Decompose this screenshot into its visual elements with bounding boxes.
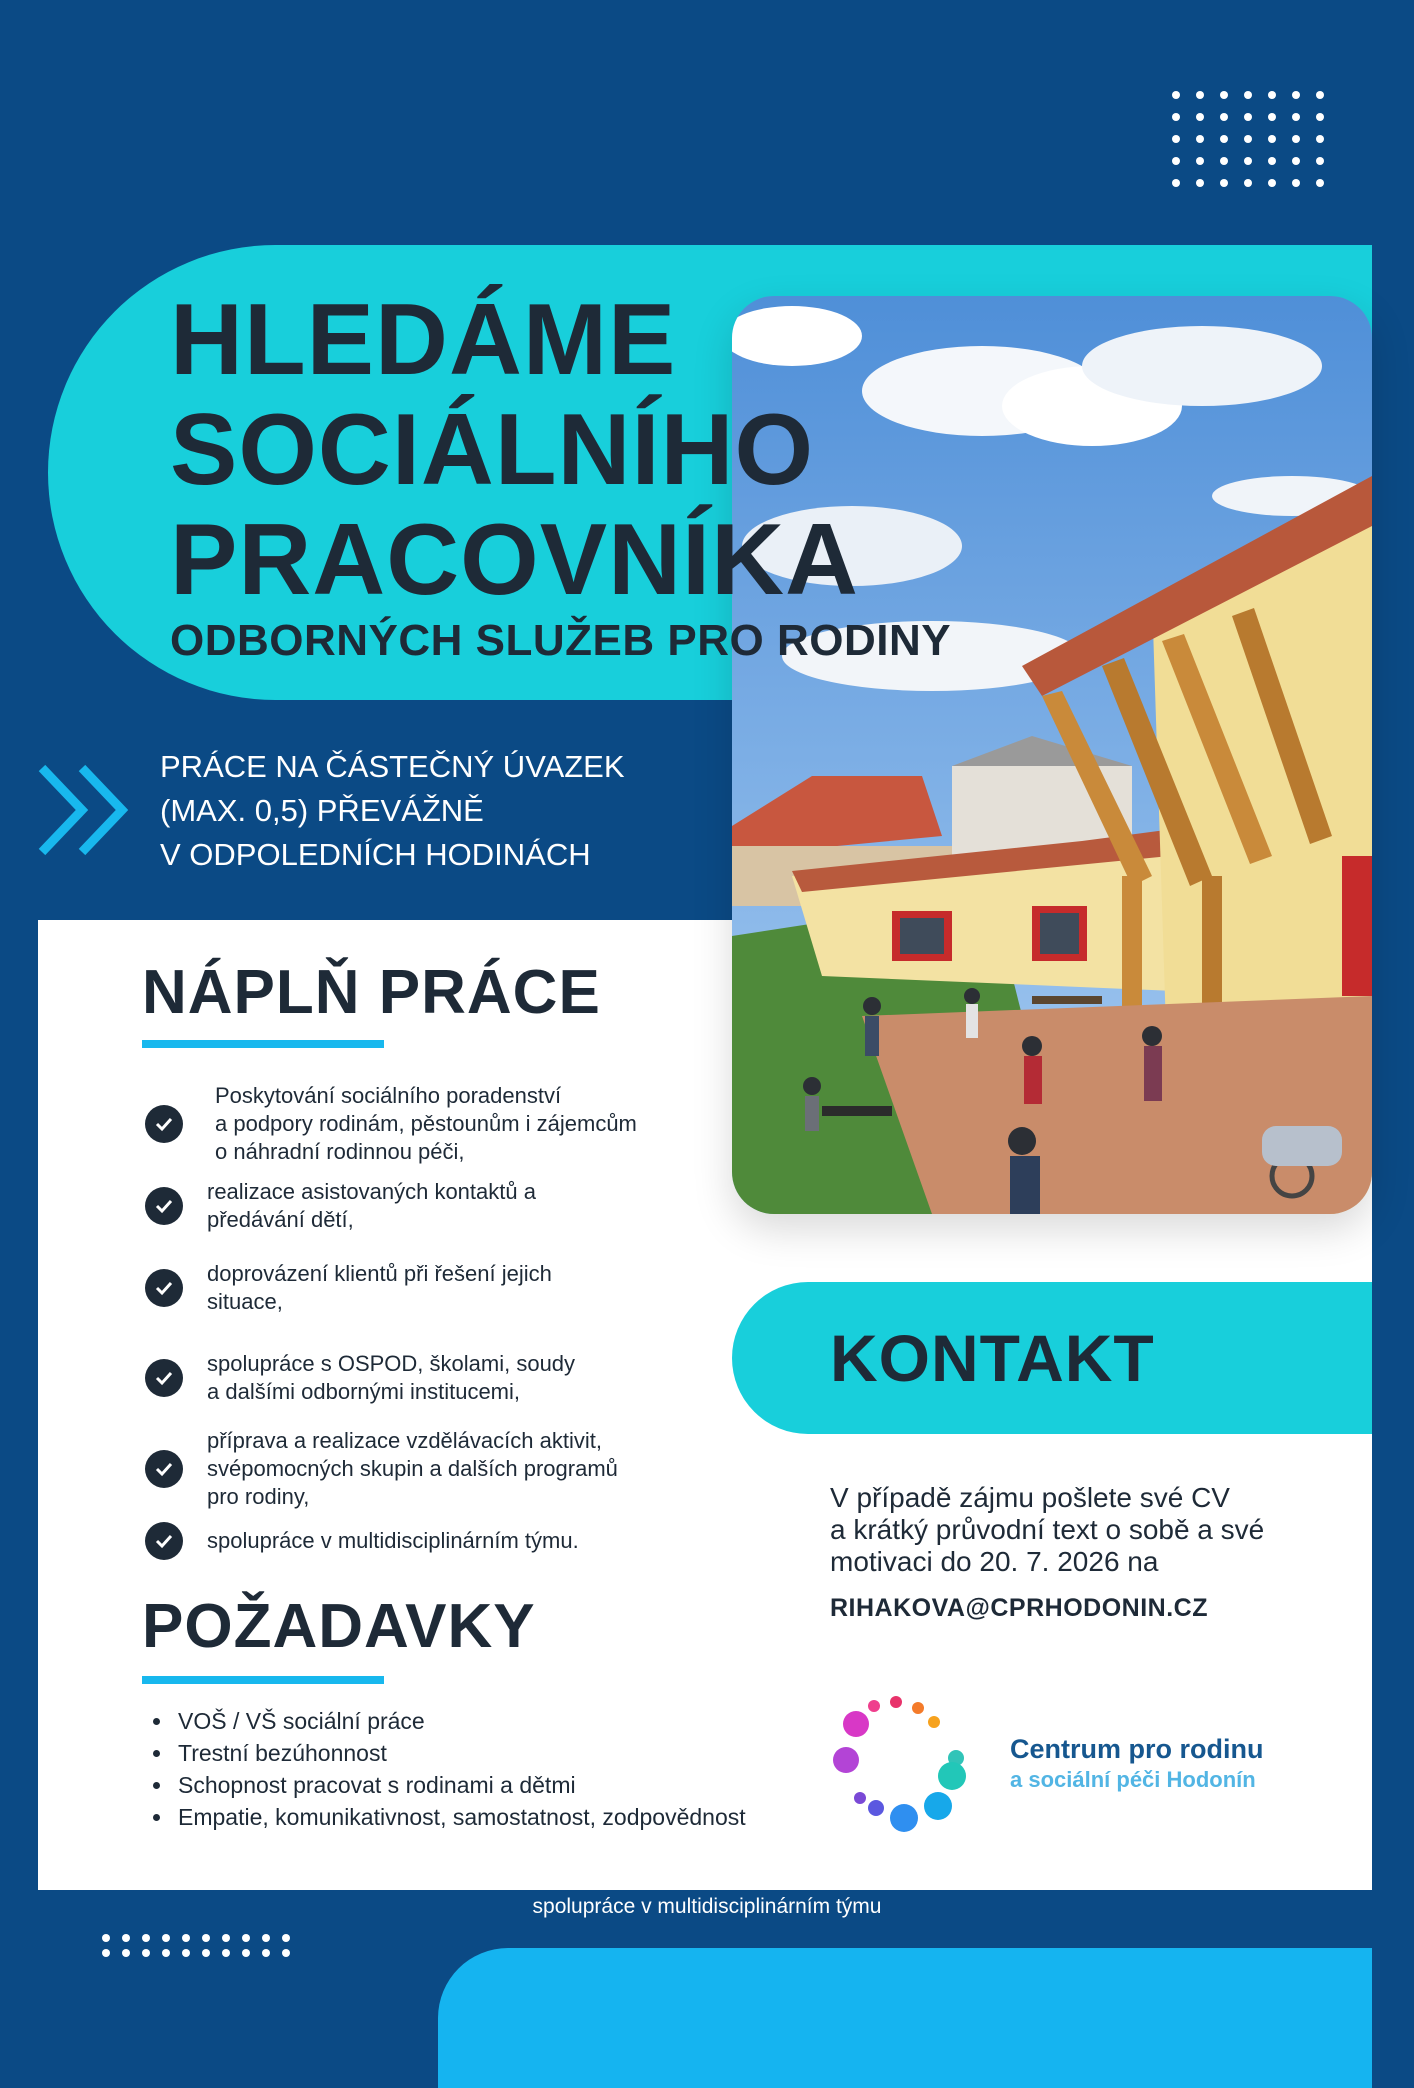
decorative-dot: [1244, 113, 1252, 121]
decorative-dot: [202, 1949, 210, 1957]
decorative-dot: [122, 1934, 130, 1942]
decorative-dot: [242, 1934, 250, 1942]
decorative-dot: [1172, 113, 1180, 121]
job-type-line: V ODPOLEDNÍCH HODINÁCH: [160, 837, 591, 872]
decorative-dot: [1196, 135, 1204, 143]
check-circle-icon: [145, 1450, 183, 1488]
decorative-dot: [222, 1949, 230, 1957]
contact-title: KONTAKT: [830, 1321, 1155, 1395]
organization-name: [1010, 1732, 1330, 1794]
dot-pattern-top: [1164, 84, 1332, 194]
job-type-line: (MAX. 0,5) PŘEVÁŽNĚ: [160, 793, 484, 828]
decorative-dot: [162, 1949, 170, 1957]
organization-subtitle: a sociální péči Hodonín: [1010, 1767, 1256, 1792]
decorative-dot: [1196, 179, 1204, 187]
page-title: [170, 285, 970, 615]
list-item: [145, 1082, 637, 1166]
decorative-dot: [142, 1949, 150, 1957]
decorative-dot: [1268, 113, 1276, 121]
contact-text: V případě zájmu pošlete své CV a krátký průvodní text o sobě a své motivaci do 20. 7. 2026 na: [830, 1482, 1265, 1577]
list-item: [145, 1350, 575, 1406]
duty-text: spolupráce v multidisciplinárním týmu.: [207, 1528, 579, 1553]
headline-line: PRACOVNÍKA: [170, 504, 859, 616]
list-item: [145, 1522, 579, 1560]
decorative-dot: [1196, 113, 1204, 121]
decorative-dot: [1292, 135, 1300, 143]
job-type-line: PRÁCE NA ČÁSTEČNÝ ÚVAZEK: [160, 749, 625, 784]
decorative-dot: [1316, 91, 1324, 99]
list-item: • VOŠ / VŠ sociální práce: [174, 1705, 764, 1737]
decorative-dot: [1196, 91, 1204, 99]
requirements-list: [140, 1705, 764, 1833]
decorative-dot: [202, 1934, 210, 1942]
decorative-dot: [1196, 157, 1204, 165]
list-item: [145, 1178, 536, 1234]
decorative-dot: [222, 1934, 230, 1942]
check-circle-icon: [145, 1522, 183, 1560]
decorative-dot: [1292, 157, 1300, 165]
headline-line: HLEDÁME: [170, 284, 677, 396]
decorative-dot: [1244, 91, 1252, 99]
decorative-dot: [1220, 179, 1228, 187]
decorative-dot: [1292, 91, 1300, 99]
requirements-title: POŽADAVKY: [142, 1592, 536, 1661]
check-circle-icon: [145, 1269, 183, 1307]
decorative-dot: [1220, 135, 1228, 143]
list-item: [145, 1427, 618, 1511]
decorative-dot: [1244, 135, 1252, 143]
bottom-wave: [438, 1948, 1372, 2088]
decorative-dot: [1220, 91, 1228, 99]
organization-logo-icon: [830, 1690, 980, 1840]
requirements-underline: [142, 1676, 384, 1684]
decorative-dot: [1220, 113, 1228, 121]
decorative-dot: [1292, 113, 1300, 121]
check-circle-icon: [145, 1105, 183, 1143]
footer-text: spolupráce v multidisciplinárním týmu: [532, 1895, 882, 1918]
list-item: • Schopnost pracovat s rodinami a dětmi: [174, 1769, 764, 1801]
decorative-dot: [102, 1934, 110, 1942]
decorative-dot: [1316, 179, 1324, 187]
dot-pattern-bottom: [96, 1930, 296, 1960]
page-subtitle: ODBORNÝCH SLUŽEB PRO RODINY: [170, 616, 952, 665]
job-type-text: [160, 745, 720, 877]
decorative-dot: [122, 1949, 130, 1957]
decorative-dot: [1292, 179, 1300, 187]
list-item: [145, 1260, 552, 1316]
chevron-right-double-icon: [38, 762, 134, 858]
decorative-dot: [1172, 91, 1180, 99]
decorative-dot: [1172, 135, 1180, 143]
headline-line: SOCIÁLNÍHO: [170, 394, 815, 506]
duty-text: spolupráce s OSPOD, školami, soudy a dalšími odbornými institucemi,: [207, 1351, 576, 1404]
decorative-dot: [1316, 135, 1324, 143]
decorative-dot: [1316, 113, 1324, 121]
list-item: • Empatie, komunikativnost, samostatnost, zodpovědnost: [174, 1801, 764, 1833]
decorative-dot: [1268, 135, 1276, 143]
decorative-dot: [262, 1949, 270, 1957]
duty-text: realizace asistovaných kontaktů a předávání dětí,: [207, 1179, 536, 1232]
decorative-dot: [1172, 179, 1180, 187]
decorative-dot: [282, 1949, 290, 1957]
decorative-dot: [182, 1949, 190, 1957]
contact-email-link[interactable]: RIHAKOVA@CPRHODONIN.CZ: [830, 1594, 1208, 1622]
decorative-dot: [182, 1934, 190, 1942]
decorative-dot: [1268, 91, 1276, 99]
check-circle-icon: [145, 1359, 183, 1397]
decorative-dot: [1244, 157, 1252, 165]
duty-text: doprovázení klientů při řešení jejich situace,: [207, 1261, 552, 1314]
organization-name-line: Centrum pro rodinu: [1010, 1734, 1264, 1764]
duty-text: příprava a realizace vzdělávacích aktivit, svépomocných skupin a dalších programů pro rodiny,: [207, 1428, 618, 1509]
duties-title: NÁPLŇ PRÁCE: [142, 958, 601, 1027]
decorative-dot: [162, 1934, 170, 1942]
check-circle-icon: [145, 1187, 183, 1225]
list-item: • Trestní bezúhonnost: [174, 1737, 764, 1769]
duties-underline: [142, 1040, 384, 1048]
decorative-dot: [142, 1934, 150, 1942]
decorative-dot: [1316, 157, 1324, 165]
decorative-dot: [1244, 179, 1252, 187]
decorative-dot: [1268, 157, 1276, 165]
decorative-dot: [1172, 157, 1180, 165]
decorative-dot: [262, 1934, 270, 1942]
decorative-dot: [1220, 157, 1228, 165]
decorative-dot: [242, 1949, 250, 1957]
decorative-dot: [1268, 179, 1276, 187]
decorative-dot: [102, 1949, 110, 1957]
decorative-dot: [282, 1934, 290, 1942]
duty-text: Poskytování sociálního poradenství a podpory rodinám, pěstounům i zájemcům o náhradní rodinnou péči,: [215, 1083, 637, 1164]
